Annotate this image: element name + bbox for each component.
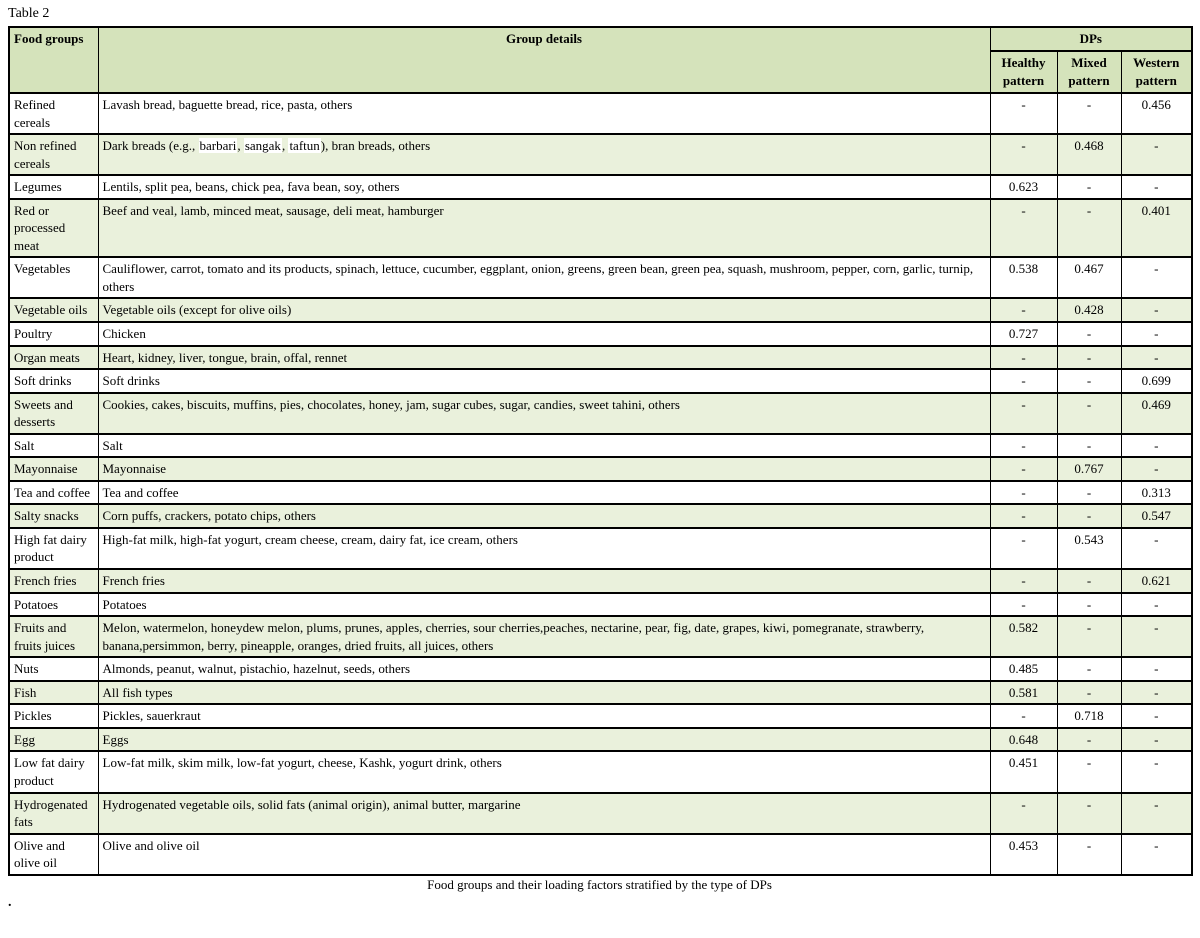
western-pattern-value-cell: - — [1121, 751, 1192, 792]
column-header-mixed-pattern: Mixed pattern — [1057, 51, 1121, 93]
mixed-pattern-value-cell: 0.718 — [1057, 704, 1121, 728]
mixed-pattern-value-cell: - — [1057, 728, 1121, 752]
mixed-pattern-value-cell: - — [1057, 322, 1121, 346]
group-details-cell: Pickles, sauerkraut — [98, 704, 990, 728]
table-row — [9, 504, 1192, 528]
healthy-pattern-value-cell: - — [990, 434, 1057, 458]
table-number-label: Table 2 — [8, 6, 50, 21]
food-group-cell: Mayonnaise — [9, 457, 98, 481]
western-pattern-value-cell: - — [1121, 257, 1192, 298]
healthy-pattern-value-cell: - — [990, 199, 1057, 258]
food-group-cell: Vegetable oils — [9, 298, 98, 322]
mixed-pattern-value-cell: - — [1057, 657, 1121, 681]
food-group-cell: Fruits and fruits juices — [9, 616, 98, 657]
healthy-pattern-value-cell: 0.453 — [990, 834, 1057, 875]
table-row — [9, 593, 1192, 617]
western-pattern-value-cell: - — [1121, 322, 1192, 346]
column-header-food-groups: Food groups — [9, 27, 98, 93]
group-details-cell: French fries — [98, 569, 990, 593]
group-details-cell: Cauliflower, carrot, tomato and its products, spinach, lettuce, cucumber, eggplant, onion, greens, green bean, green pea, squash, mushroom, pepper, corn, garlic, turnip, others — [98, 257, 990, 298]
mixed-pattern-value-cell: - — [1057, 93, 1121, 134]
table-row — [9, 728, 1192, 752]
table-caption: Food groups and their loading factors stratified by the type of DPs — [427, 876, 772, 892]
column-header-dps: DPs — [990, 27, 1192, 51]
western-pattern-value-cell: - — [1121, 593, 1192, 617]
western-pattern-value-cell: - — [1121, 346, 1192, 370]
group-details-cell: Lentils, split pea, beans, chick pea, fava bean, soy, others — [98, 175, 990, 199]
table-row — [9, 481, 1192, 505]
food-group-cell: Tea and coffee — [9, 481, 98, 505]
western-pattern-value-cell: 0.547 — [1121, 504, 1192, 528]
table-row — [9, 175, 1192, 199]
mixed-pattern-value-cell: - — [1057, 481, 1121, 505]
mixed-pattern-value-cell: - — [1057, 751, 1121, 792]
group-details-cell: Potatoes — [98, 593, 990, 617]
table-row — [9, 751, 1192, 792]
group-details-cell: All fish types — [98, 681, 990, 705]
healthy-pattern-value-cell: 0.581 — [990, 681, 1057, 705]
food-group-cell: Poultry — [9, 322, 98, 346]
food-group-cell: Olive and olive oil — [9, 834, 98, 875]
mixed-pattern-value-cell: - — [1057, 199, 1121, 258]
table-row — [9, 681, 1192, 705]
food-group-cell: High fat dairy product — [9, 528, 98, 569]
food-group-cell: Organ meats — [9, 346, 98, 370]
healthy-pattern-value-cell: 0.538 — [990, 257, 1057, 298]
food-group-cell: Salt — [9, 434, 98, 458]
group-details-cell: Soft drinks — [98, 369, 990, 393]
group-details-cell: Lavash bread, baguette bread, rice, pasta, others — [98, 93, 990, 134]
group-details-cell: Heart, kidney, liver, tongue, brain, offal, rennet — [98, 346, 990, 370]
food-group-cell: Hydrogenated fats — [9, 793, 98, 834]
western-pattern-value-cell: - — [1121, 834, 1192, 875]
food-group-cell: Soft drinks — [9, 369, 98, 393]
mixed-pattern-value-cell: - — [1057, 681, 1121, 705]
food-group-cell: Refined cereals — [9, 93, 98, 134]
healthy-pattern-value-cell: - — [990, 528, 1057, 569]
healthy-pattern-value-cell: - — [990, 134, 1057, 175]
food-group-cell: Non refined cereals — [9, 134, 98, 175]
food-group-cell: Salty snacks — [9, 504, 98, 528]
western-pattern-value-cell: 0.469 — [1121, 393, 1192, 434]
healthy-pattern-value-cell: 0.582 — [990, 616, 1057, 657]
healthy-pattern-value-cell: - — [990, 481, 1057, 505]
western-pattern-value-cell: 0.699 — [1121, 369, 1192, 393]
group-details-cell: Almonds, peanut, walnut, pistachio, hazelnut, seeds, others — [98, 657, 990, 681]
healthy-pattern-value-cell: - — [990, 93, 1057, 134]
table-row — [9, 704, 1192, 728]
healthy-pattern-value-cell: 0.648 — [990, 728, 1057, 752]
western-pattern-value-cell: - — [1121, 681, 1192, 705]
group-details-cell: Chicken — [98, 322, 990, 346]
food-group-cell: Potatoes — [9, 593, 98, 617]
group-details-cell: Eggs — [98, 728, 990, 752]
food-group-cell: Nuts — [9, 657, 98, 681]
mixed-pattern-value-cell: - — [1057, 434, 1121, 458]
western-pattern-value-cell: 0.456 — [1121, 93, 1192, 134]
western-pattern-value-cell: 0.621 — [1121, 569, 1192, 593]
food-groups-table — [8, 26, 1193, 876]
group-details-cell: Cookies, cakes, biscuits, muffins, pies, chocolates, honey, jam, sugar cubes, sugar, candies, sweet tahini, others — [98, 393, 990, 434]
table-row — [9, 393, 1192, 434]
food-group-cell: Fish — [9, 681, 98, 705]
healthy-pattern-value-cell: - — [990, 569, 1057, 593]
healthy-pattern-value-cell: - — [990, 298, 1057, 322]
food-group-cell: Sweets and desserts — [9, 393, 98, 434]
healthy-pattern-value-cell: - — [990, 704, 1057, 728]
column-header-western-pattern: Western pattern — [1121, 51, 1192, 93]
food-group-cell: Red or processed meat — [9, 199, 98, 258]
header-row-top — [9, 27, 1192, 51]
western-pattern-value-cell: - — [1121, 728, 1192, 752]
western-pattern-value-cell: - — [1121, 134, 1192, 175]
table-row — [9, 657, 1192, 681]
healthy-pattern-value-cell: 0.485 — [990, 657, 1057, 681]
mixed-pattern-value-cell: 0.467 — [1057, 257, 1121, 298]
group-details-cell: Melon, watermelon, honeydew melon, plums, prunes, apples, cherries, sour cherries,peaches, nectarine, pear, fig, date, grapes, kiwi, pomegranate, strawberry, banana,persimmon, berry, pineapple, oranges, dried fruits, all juices, others — [98, 616, 990, 657]
table-row — [9, 434, 1192, 458]
western-pattern-value-cell: - — [1121, 704, 1192, 728]
western-pattern-value-cell: - — [1121, 657, 1192, 681]
food-group-cell: Vegetables — [9, 257, 98, 298]
table-row — [9, 199, 1192, 258]
mixed-pattern-value-cell: - — [1057, 346, 1121, 370]
mixed-pattern-value-cell: - — [1057, 369, 1121, 393]
table-row — [9, 322, 1192, 346]
healthy-pattern-value-cell: - — [990, 793, 1057, 834]
group-details-cell: Beef and veal, lamb, minced meat, sausage, deli meat, hamburger — [98, 199, 990, 258]
western-pattern-value-cell: 0.401 — [1121, 199, 1192, 258]
mixed-pattern-value-cell: 0.543 — [1057, 528, 1121, 569]
group-details-cell: Mayonnaise — [98, 457, 990, 481]
healthy-pattern-value-cell: - — [990, 346, 1057, 370]
mixed-pattern-value-cell: - — [1057, 504, 1121, 528]
healthy-pattern-value-cell: 0.623 — [990, 175, 1057, 199]
mixed-pattern-value-cell: 0.428 — [1057, 298, 1121, 322]
table-row — [9, 793, 1192, 834]
western-pattern-value-cell: - — [1121, 434, 1192, 458]
column-header-group-details: Group details — [98, 27, 990, 93]
group-details-cell: Hydrogenated vegetable oils, solid fats (animal origin), animal butter, margarine — [98, 793, 990, 834]
group-details-cell: Salt — [98, 434, 990, 458]
group-details-cell: Tea and coffee — [98, 481, 990, 505]
western-pattern-value-cell: - — [1121, 457, 1192, 481]
healthy-pattern-value-cell: 0.451 — [990, 751, 1057, 792]
group-details-cell: Olive and olive oil — [98, 834, 990, 875]
table-row — [9, 528, 1192, 569]
table-row — [9, 369, 1192, 393]
mixed-pattern-value-cell: - — [1057, 834, 1121, 875]
mixed-pattern-value-cell: - — [1057, 616, 1121, 657]
western-pattern-value-cell: - — [1121, 175, 1192, 199]
table-row — [9, 569, 1192, 593]
table-row — [9, 257, 1192, 298]
table-body — [9, 93, 1192, 875]
healthy-pattern-value-cell: 0.727 — [990, 322, 1057, 346]
mixed-pattern-value-cell: - — [1057, 569, 1121, 593]
mixed-pattern-value-cell: - — [1057, 393, 1121, 434]
healthy-pattern-value-cell: - — [990, 504, 1057, 528]
western-pattern-value-cell: - — [1121, 298, 1192, 322]
food-group-cell: Egg — [9, 728, 98, 752]
table-header — [9, 27, 1192, 93]
table-row — [9, 298, 1192, 322]
food-group-cell: Pickles — [9, 704, 98, 728]
table-row — [9, 346, 1192, 370]
group-details-cell: Low-fat milk, skim milk, low-fat yogurt, cheese, Kashk, yogurt drink, others — [98, 751, 990, 792]
footer-dot: . — [8, 894, 12, 910]
group-details-cell: Vegetable oils (except for olive oils) — [98, 298, 990, 322]
group-details-cell: High-fat milk, high-fat yogurt, cream cheese, cream, dairy fat, ice cream, others — [98, 528, 990, 569]
healthy-pattern-value-cell: - — [990, 457, 1057, 481]
healthy-pattern-value-cell: - — [990, 593, 1057, 617]
food-group-cell: Low fat dairy product — [9, 751, 98, 792]
food-group-cell: French fries — [9, 569, 98, 593]
group-details-cell: Corn puffs, crackers, potato chips, others — [98, 504, 990, 528]
western-pattern-value-cell: - — [1121, 616, 1192, 657]
mixed-pattern-value-cell: 0.468 — [1057, 134, 1121, 175]
mixed-pattern-value-cell: - — [1057, 175, 1121, 199]
group-details-cell: Dark breads (e.g., barbari, sangak, taftun), bran breads, others — [98, 134, 990, 175]
table-row — [9, 457, 1192, 481]
table-row — [9, 834, 1192, 875]
western-pattern-value-cell: 0.313 — [1121, 481, 1192, 505]
mixed-pattern-value-cell: - — [1057, 593, 1121, 617]
western-pattern-value-cell: - — [1121, 528, 1192, 569]
table-row — [9, 93, 1192, 134]
mixed-pattern-value-cell: - — [1057, 793, 1121, 834]
healthy-pattern-value-cell: - — [990, 393, 1057, 434]
column-header-healthy-pattern: Healthy pattern — [990, 51, 1057, 93]
mixed-pattern-value-cell: 0.767 — [1057, 457, 1121, 481]
table-row — [9, 616, 1192, 657]
table-row — [9, 134, 1192, 175]
food-group-cell: Legumes — [9, 175, 98, 199]
healthy-pattern-value-cell: - — [990, 369, 1057, 393]
western-pattern-value-cell: - — [1121, 793, 1192, 834]
